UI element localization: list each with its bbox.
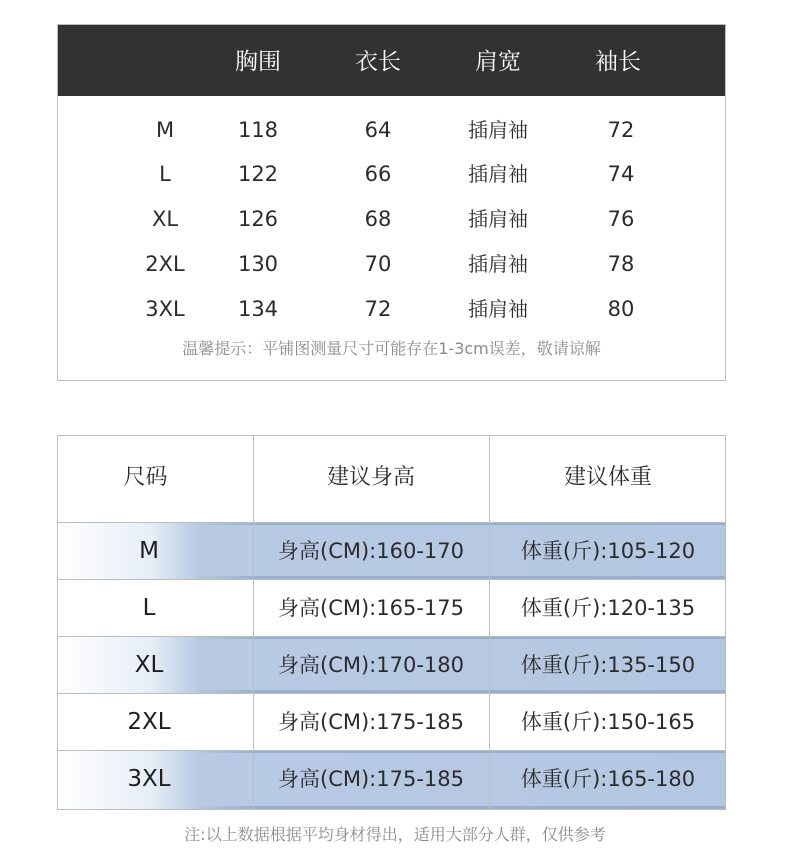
sleeve-cell: 80: [607, 297, 635, 321]
weight-cell: 体重(斤):150-165: [520, 710, 696, 734]
header-size: 尺码: [123, 465, 168, 490]
size-cell: XL: [151, 207, 179, 231]
height-cell: 身高(CM):170-180: [278, 653, 464, 677]
length-cell: 64: [364, 118, 392, 142]
weight-cell: 体重(斤):135-150: [520, 653, 696, 677]
table-row: [58, 242, 725, 287]
size-cell: 2XL: [145, 252, 185, 276]
header-chest: 胸围: [235, 49, 281, 75]
weight-cell: 体重(斤):105-120: [520, 539, 696, 563]
size-cell: M: [155, 118, 175, 142]
table-row: [58, 197, 725, 242]
size-cell: M: [139, 538, 159, 564]
header-weight: 建议体重: [563, 465, 652, 490]
table-row: [58, 152, 725, 197]
height-cell: 身高(CM):175-185: [278, 710, 464, 734]
height-cell: 身高(CM):165-175: [278, 596, 464, 620]
table-row-content: [58, 693, 725, 750]
table-row: [58, 287, 725, 332]
length-cell: 70: [364, 252, 392, 276]
table-row-content: [58, 522, 725, 579]
header-sleeve: 袖长: [595, 49, 641, 75]
sleeve-cell: 74: [607, 162, 635, 186]
header-height: 建议身高: [326, 465, 415, 490]
chest-cell: 126: [237, 207, 279, 231]
size-recommendation-table: [57, 435, 726, 810]
shoulder-cell: 插肩袖: [468, 252, 528, 276]
height-cell: 身高(CM):160-170: [278, 539, 464, 563]
sleeve-cell: 76: [607, 207, 635, 231]
shoulder-cell: 插肩袖: [468, 207, 528, 231]
measurement-table-header: [58, 25, 725, 96]
table-row-content: [58, 636, 725, 693]
table-row: [58, 108, 725, 153]
length-cell: 66: [364, 162, 392, 186]
table-row-content: [58, 579, 725, 636]
size-cell: 3XL: [145, 297, 185, 321]
size-cell: XL: [134, 652, 164, 678]
header-shoulder: 肩宽: [475, 49, 521, 75]
shoulder-cell: 插肩袖: [468, 118, 528, 142]
shoulder-cell: 插肩袖: [468, 297, 528, 321]
sleeve-cell: 72: [607, 118, 635, 142]
measurement-table: [57, 24, 726, 381]
chest-cell: 134: [237, 297, 279, 321]
size-cell: 2XL: [127, 709, 171, 735]
length-cell: 68: [364, 207, 392, 231]
chest-cell: 122: [237, 162, 279, 186]
height-cell: 身高(CM):175-185: [278, 767, 464, 791]
length-cell: 72: [364, 297, 392, 321]
header-length: 衣长: [355, 49, 401, 75]
table-row-content: [58, 750, 725, 807]
shoulder-cell: 插肩袖: [468, 162, 528, 186]
measurement-note: 温馨提示：平铺图测量尺寸可能存在1-3cm误差，敬请谅解: [182, 339, 601, 358]
weight-cell: 体重(斤):165-180: [520, 767, 696, 791]
size-cell: L: [159, 162, 171, 186]
sleeve-cell: 78: [607, 252, 635, 276]
chest-cell: 118: [237, 118, 279, 142]
recommendation-note: 注:以上数据根据平均身材得出，适用大部分人群，仅供参考: [184, 825, 606, 844]
weight-cell: 体重(斤):120-135: [520, 596, 696, 620]
size-cell: 3XL: [127, 766, 171, 792]
chest-cell: 130: [237, 252, 279, 276]
size-cell: L: [142, 595, 156, 621]
